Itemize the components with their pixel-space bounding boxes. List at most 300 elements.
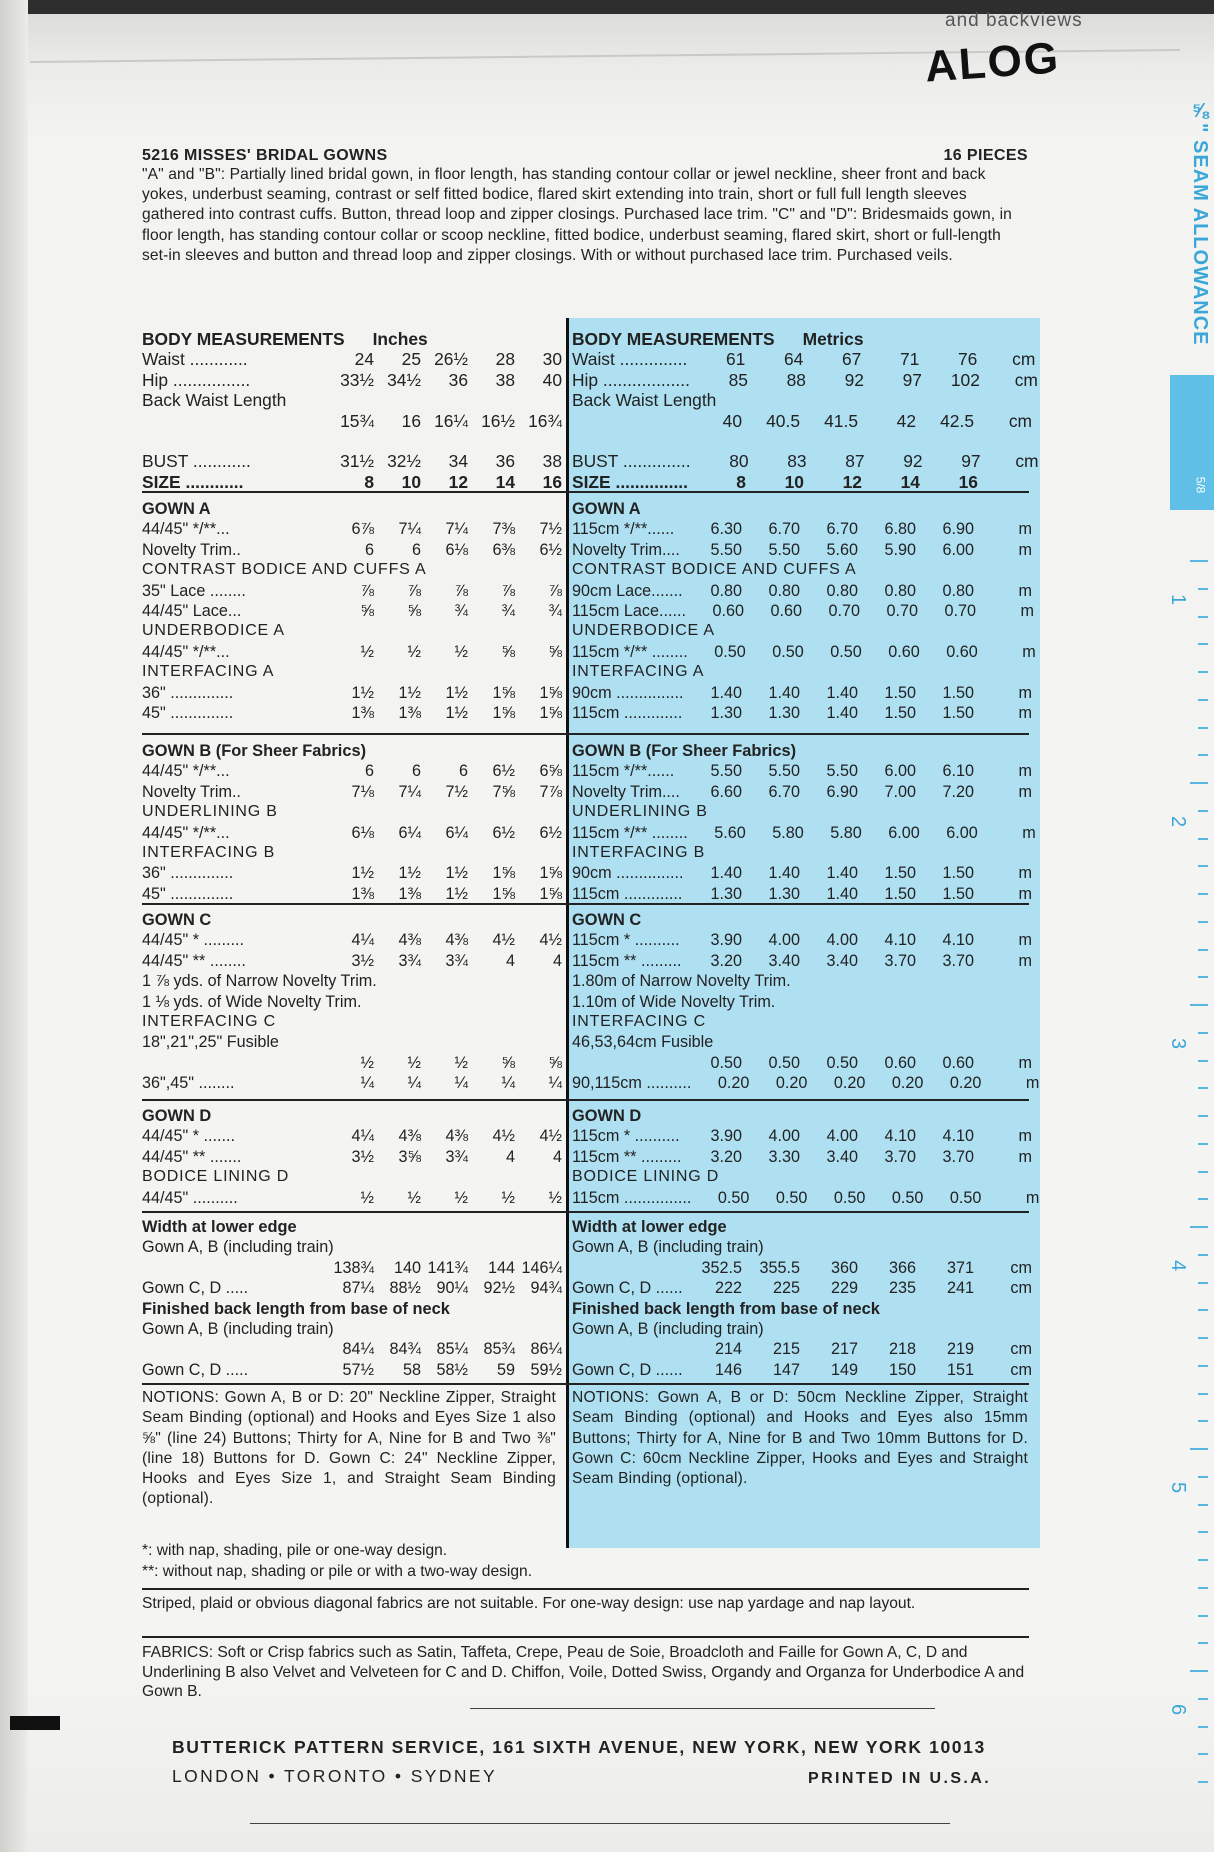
row-value: ½ — [360, 1053, 374, 1072]
row-value: ⅝ — [407, 601, 421, 620]
row-value: 1.40 — [768, 683, 800, 702]
ruler-tick — [1190, 1448, 1208, 1450]
row-value: 4½ — [492, 931, 515, 950]
row-value: 1.40 — [826, 703, 858, 722]
row-value: 5.60 — [826, 540, 858, 559]
row-value: ⅞ — [454, 581, 468, 600]
row-value: ⅝ — [548, 642, 562, 661]
row-values — [327, 930, 562, 950]
row-values — [327, 1278, 562, 1298]
row-label: Novelty Trim.. — [142, 540, 241, 559]
ruler-tick — [1198, 1504, 1208, 1506]
fusible-label: 46,53,64cm Fusible — [572, 1033, 714, 1052]
rows-group — [572, 519, 1032, 560]
section-label: UNDERBODICE A — [142, 622, 285, 640]
row-value: ⅝ — [548, 1053, 562, 1072]
row-value: 149 — [830, 1360, 858, 1379]
ruler-tick — [1198, 1171, 1208, 1173]
measure-row — [142, 349, 562, 369]
row-value: 1.30 — [710, 884, 742, 903]
row-value: 141¾ — [427, 1258, 468, 1277]
row-value: 6 — [364, 762, 374, 781]
row-value: 90¼ — [436, 1279, 468, 1298]
row-unit: m — [1018, 581, 1032, 600]
inches-gown-b — [142, 741, 562, 904]
fabrics-note: FABRICS: Soft or Crisp fabrics such as Satin, Taffeta, Crepe, Peau de Soie, Broadcloth and Faille for Gown A, C, D and Underlining B also Velvet and Velveteen for C and D. Chiffon, Voile, Dotted Swiss, Organdy and Organza for Underbodice A and Gown B. — [142, 1644, 1025, 1700]
ruler-number: 5 — [1167, 1481, 1190, 1494]
row-label: 44/45" */**... — [142, 823, 230, 842]
row-unit: cm — [1010, 1360, 1032, 1379]
ruler-tick — [1198, 1254, 1208, 1256]
row-value: 1.40 — [826, 683, 858, 702]
row-unit: m — [1025, 1074, 1040, 1093]
ruler-tick — [1198, 727, 1208, 729]
row-value: 1.30 — [710, 703, 742, 722]
row-label: 45" .............. — [142, 703, 234, 722]
measure-row — [142, 823, 562, 843]
row-value: 1⅝ — [492, 864, 515, 883]
row-values — [327, 519, 562, 539]
row-value: 0.50 — [833, 1188, 866, 1207]
row-value: 6.70 — [826, 520, 858, 539]
row-values — [327, 349, 562, 369]
row-value: 215 — [772, 1340, 800, 1359]
row-values — [327, 823, 562, 843]
ruler-tick — [1198, 949, 1208, 951]
measure-row — [142, 519, 562, 539]
row-values — [327, 1053, 562, 1073]
divider-line — [142, 1211, 1029, 1213]
row-value: 229 — [830, 1279, 858, 1298]
row-value: 3½ — [351, 951, 374, 970]
row-value: 1⅜ — [398, 884, 421, 903]
row-value: 97 — [902, 369, 922, 390]
row-value: 366 — [888, 1258, 916, 1277]
seam-allowance-box-label: 5/8 — [1193, 476, 1208, 494]
row-value: 0.60 — [946, 642, 978, 661]
measure-row — [142, 761, 562, 781]
row-label: Hip .................. — [572, 369, 690, 390]
row-label: 115cm Lace...... — [572, 601, 686, 620]
row-value: 12 — [842, 471, 862, 492]
fusible-row — [572, 1053, 1032, 1073]
row-values — [686, 601, 1034, 621]
row-values — [684, 519, 1032, 539]
ruler-tick — [1198, 1698, 1208, 1700]
row-value: 151 — [946, 1360, 974, 1379]
measure-row — [142, 884, 562, 904]
measure-row — [142, 1188, 562, 1208]
row-value: 3.40 — [826, 951, 858, 970]
left-black-mark — [10, 1716, 60, 1730]
wide-trim: 1.10m of Wide Novelty Trim. — [572, 992, 776, 1011]
row-values — [684, 930, 1032, 950]
row-value: 42.5 — [940, 410, 974, 431]
row-unit: m — [1018, 1053, 1032, 1072]
ruler-tick — [1198, 1282, 1208, 1284]
row-value: 6¼ — [445, 823, 468, 842]
ruler-tick — [1198, 671, 1208, 673]
row-value: ½ — [454, 1188, 468, 1207]
row-label: SIZE ............... — [572, 471, 688, 492]
row-value: ⅞ — [548, 581, 562, 600]
row-value: 7.20 — [942, 782, 974, 801]
measure-row — [572, 703, 1032, 723]
row-unit: m — [1022, 642, 1036, 661]
row-value: 4 — [505, 951, 515, 970]
section-label: CONTRAST BODICE AND CUFFS A — [142, 561, 427, 579]
row-unit: m — [1018, 782, 1032, 801]
row-label: Waist ............ — [142, 349, 248, 370]
row-value: 6.00 — [888, 823, 920, 842]
row-value: 1.30 — [768, 703, 800, 722]
row-unit: m — [1018, 762, 1032, 781]
row-value: ½ — [360, 642, 374, 661]
row-label: 35" Lace ........ — [142, 581, 246, 600]
row-values — [327, 411, 562, 431]
row-value: 33½ — [340, 369, 374, 390]
row-value: 0.80 — [710, 581, 742, 600]
ruler-tick — [1198, 838, 1208, 840]
row-value: 3¾ — [445, 1147, 468, 1166]
row-label: 44/45" .......... — [142, 1188, 238, 1207]
row-value: 4.10 — [942, 931, 974, 950]
row-values — [688, 472, 1036, 492]
inches-unit: Inches — [372, 329, 428, 349]
gown-d-title: GOWN D — [572, 1107, 642, 1125]
row-label: Novelty Trim.. — [142, 782, 241, 801]
row-value: 8 — [736, 471, 746, 492]
row-label: BUST .............. — [572, 451, 691, 472]
row-value: 16 — [401, 410, 421, 431]
length-ab-row — [572, 1339, 1032, 1359]
row-value: 218 — [888, 1340, 916, 1359]
row-value: 371 — [946, 1258, 974, 1277]
measure-row — [572, 761, 1032, 781]
measure-row — [142, 642, 562, 662]
gown-b-title: GOWN B (For Sheer Fabrics) — [572, 742, 797, 760]
measure-row — [142, 601, 562, 621]
row-value: 6½ — [539, 823, 562, 842]
row-value: 6 — [364, 540, 374, 559]
row-value: 88½ — [389, 1279, 421, 1298]
row-value: 6.00 — [942, 540, 974, 559]
row-value: 5.80 — [830, 823, 862, 842]
row-values — [684, 703, 1032, 723]
row-value: 86¼ — [530, 1340, 562, 1359]
measure-row — [142, 782, 562, 802]
ruler-number: 2 — [1167, 815, 1190, 828]
row-value: 31½ — [340, 451, 374, 472]
row-value: ½ — [501, 1188, 515, 1207]
row-values — [684, 1360, 1032, 1380]
measure-row — [572, 863, 1032, 883]
row-values — [327, 863, 562, 883]
inches-gown-c — [142, 910, 562, 1094]
inches-notions: NOTIONS: Gown A, B or D: 20" Neckline Zipper, Straight Seam Binding (optional) and Hooks and Eyes Size 1 also ⅝" (line 24) Buttons; Thirty for A, Nine for B and Two ⅜" (line 18) Buttons for D. Gown C: 24" Neckline Zipper, Hooks and Eyes Size 1, and Straight Seam Binding (optional). — [142, 1389, 556, 1508]
row-value: 14 — [495, 471, 515, 492]
measure-row — [142, 951, 562, 971]
row-unit — [978, 472, 1036, 492]
row-value: 1⅝ — [539, 703, 562, 722]
rows-group — [572, 1188, 1040, 1208]
measure-row — [572, 642, 1036, 662]
row-value: 6 — [458, 762, 468, 781]
row-value: 1⅝ — [539, 884, 562, 903]
row-value: 7⅞ — [539, 782, 562, 801]
row-value: 41.5 — [824, 410, 858, 431]
row-value: ¼ — [501, 1074, 515, 1093]
pattern-description: "A" and "B": Partially lined bridal gown, in floor length, has standing contour collar or jewel neckline, sheer front and back yokes, underbust seaming, contrast or self fitted bodice, flared skirt extending into train, short or full full length sleeves gathered into contrast cuffs. Button, thread loop and zipper closings. Purchased lace trim. "C" and "D": Bridesmaids gown, in floor length, has standing contour collar or scoop neckline, fitted bodice, underbust seaming, flared skirt, short or full-length set-in sleeves and button and thread loop and zipper closings. With or without purchased lace trim. Purchased veils. — [142, 166, 1012, 264]
row-values — [684, 951, 1032, 971]
row-label: 115cm ** ......... — [572, 951, 682, 970]
rule-line — [470, 1708, 935, 1709]
row-value: 34½ — [387, 369, 421, 390]
measure-row — [572, 951, 1032, 971]
row-unit: m — [1018, 683, 1032, 702]
row-value: ½ — [454, 1053, 468, 1072]
row-value: 7⅛ — [351, 782, 374, 801]
measure-row — [142, 540, 562, 560]
row-values — [327, 951, 562, 971]
narrow-trim: 1.80m of Narrow Novelty Trim. — [572, 972, 791, 991]
row-label: 115cm */**...... — [572, 762, 675, 781]
row-value: 219 — [946, 1340, 974, 1359]
row-value: 0.60 — [770, 601, 802, 620]
row-value: 0.50 — [775, 1188, 808, 1207]
row-values — [327, 1147, 562, 1167]
row-values — [327, 451, 562, 471]
row-unit: cm — [1010, 1258, 1032, 1277]
row-values — [684, 884, 1032, 904]
metric-title: BODY MEASUREMENTS — [572, 329, 775, 349]
row-value: 92 — [903, 451, 923, 472]
row-values — [688, 642, 1036, 662]
row-value: 85¾ — [483, 1340, 515, 1359]
row-values — [691, 1188, 1039, 1208]
row-value: 1½ — [351, 864, 374, 883]
row-label: 115cm */**...... — [572, 520, 675, 539]
row-label: 44/45" */**... — [142, 642, 230, 661]
row-value: 6.70 — [768, 520, 800, 539]
row-values — [327, 370, 562, 390]
row-values — [684, 683, 1032, 703]
row-value: 80 — [729, 451, 749, 472]
metric-unit: Metrics — [802, 329, 864, 349]
row-value: 6.60 — [710, 782, 742, 801]
row-value: 3¾ — [445, 951, 468, 970]
length-cd-row — [572, 1360, 1032, 1380]
row-value: 6⅜ — [492, 540, 515, 559]
row-value: 1½ — [445, 864, 468, 883]
row-value: 4¼ — [351, 1127, 374, 1146]
measure-row — [572, 519, 1032, 539]
metric-gown-a — [572, 499, 1036, 723]
rows-group — [142, 930, 562, 971]
row-value: 4.10 — [884, 931, 916, 950]
row-value: 4¼ — [351, 931, 374, 950]
row-value: ⅞ — [501, 581, 515, 600]
width-ab-label: Gown A, B (including train) — [142, 1238, 334, 1257]
row-value: 0.80 — [942, 581, 974, 600]
row-label: SIZE ............ — [142, 471, 244, 492]
row-value: 4.10 — [942, 1127, 974, 1146]
row-value: ⅝ — [501, 1053, 515, 1072]
row-value: 10 — [401, 471, 421, 492]
row-label: 36" .............. — [142, 864, 234, 883]
row-value: 6⅞ — [351, 520, 374, 539]
row-unit: m — [1018, 884, 1032, 903]
back-waist-label: Back Waist Length — [572, 390, 717, 411]
row-label: 90cm ............... — [572, 683, 684, 702]
row-value: 1.50 — [942, 703, 974, 722]
row-value: 10 — [784, 471, 804, 492]
row-value: 360 — [830, 1258, 858, 1277]
row-values — [327, 1360, 562, 1380]
row-value: 150 — [888, 1360, 916, 1379]
row-value: ½ — [407, 1188, 421, 1207]
row-value: 57½ — [342, 1360, 374, 1379]
row-value: 7½ — [539, 520, 562, 539]
row-values — [327, 1258, 562, 1278]
wide-trim: 1 ⅛ yds. of Wide Novelty Trim. — [142, 992, 362, 1011]
row-label: Hip ................ — [142, 369, 251, 390]
row-value: 0.50 — [830, 642, 862, 661]
row-unit: m — [1018, 1127, 1032, 1146]
rule-line — [250, 1823, 950, 1824]
row-value: 0.50 — [710, 1053, 742, 1072]
row-value: 5.80 — [772, 823, 804, 842]
row-values — [327, 761, 562, 781]
row-value: 6½ — [492, 762, 515, 781]
row-unit: m — [1018, 540, 1032, 559]
row-value: 1.40 — [710, 864, 742, 883]
pattern-title: 5216 MISSES' BRIDAL GOWNS — [142, 147, 388, 164]
footnote-with-nap: *: with nap, shading, pile or one-way design. — [142, 1542, 448, 1559]
row-value: 1⅜ — [351, 884, 374, 903]
rows-group — [142, 683, 562, 724]
section-label: UNDERBODICE A — [572, 622, 715, 640]
row-values — [327, 1126, 562, 1146]
measure-row — [572, 1147, 1032, 1167]
row-values — [684, 1126, 1032, 1146]
ruler-tick — [1198, 865, 1208, 867]
row-value: 225 — [772, 1279, 800, 1298]
row-value: 0.70 — [828, 601, 860, 620]
row-unit: cm — [1014, 369, 1038, 390]
row-label: Gown C, D ..... — [142, 1279, 249, 1298]
divider-line — [142, 1636, 1029, 1638]
row-value: 64 — [783, 349, 804, 370]
row-value: 25 — [401, 349, 421, 370]
row-label: 44/45" ** ........ — [142, 951, 246, 970]
section-label: INTERFACING C — [142, 1012, 276, 1030]
row-value: 67 — [841, 349, 862, 370]
row-value: 1⅝ — [492, 884, 515, 903]
gown-a-title: GOWN A — [572, 500, 641, 518]
spacer — [142, 431, 562, 451]
ruler-tick — [1198, 1642, 1208, 1644]
row-value: ¼ — [548, 1074, 562, 1093]
row-unit: m — [1022, 823, 1036, 842]
row-value: 146 — [714, 1360, 742, 1379]
ruler-tick — [1198, 616, 1208, 618]
row-value: 58½ — [436, 1360, 468, 1379]
ruler-tick — [1198, 1060, 1208, 1062]
row-value: 6.90 — [826, 782, 858, 801]
measure-row — [572, 884, 1032, 904]
row-value: 4½ — [492, 1127, 515, 1146]
row-value: 138¾ — [333, 1258, 374, 1277]
row-value: 76 — [957, 349, 978, 370]
row-value: 61 — [725, 349, 746, 370]
catalog-label: and backviews — [945, 10, 1083, 31]
fusible-label: 18",21",25" Fusible — [142, 1033, 279, 1052]
metric-notions: NOTIONS: Gown A, B or D: 50cm Neckline Zipper, Straight Seam Binding (optional) and Hooks and Eyes also 15mm Buttons; Thirty for A, Nine for B and Two 10mm Buttons for D. Gown C: 60cm Neckline Zipper, Hooks and Eyes and Straight Seam Binding (optional). — [572, 1389, 1028, 1488]
row-value: ½ — [548, 1188, 562, 1207]
section-label: UNDERLINING B — [572, 803, 708, 821]
row-value: ⅞ — [360, 581, 374, 600]
rows-group — [572, 761, 1032, 802]
row-value: 4.10 — [884, 1127, 916, 1146]
row-value: 6 — [411, 762, 421, 781]
row-label: Gown C, D ...... — [572, 1360, 683, 1379]
row-value: 102 — [950, 369, 980, 390]
row-value: 0.70 — [886, 601, 918, 620]
row-value: ½ — [407, 1053, 421, 1072]
row-value: 222 — [714, 1279, 742, 1298]
row-values — [690, 370, 1038, 390]
measure-row — [572, 411, 1032, 431]
envelope-left-edge — [0, 0, 28, 1852]
row-value: ¼ — [407, 1074, 421, 1093]
row-label: 115cm */** ........ — [572, 823, 688, 842]
row-value: 3¾ — [398, 951, 421, 970]
row-values — [684, 411, 1032, 431]
divider-line — [142, 1383, 1029, 1385]
row-value: 6 — [411, 540, 421, 559]
row-unit: m — [1020, 601, 1034, 620]
ruler-tick — [1198, 921, 1208, 923]
measure-row — [572, 930, 1032, 950]
rows-group — [572, 581, 1032, 622]
row-value: 1.50 — [942, 884, 974, 903]
section-label: INTERFACING C — [572, 1012, 706, 1030]
row-value: 16 — [958, 471, 978, 492]
row-value: 3.70 — [884, 951, 916, 970]
row-label: Gown C, D ..... — [142, 1360, 249, 1379]
ruler-tick — [1198, 1032, 1208, 1034]
measure-row — [142, 863, 562, 883]
row-values — [684, 1278, 1032, 1298]
section-label: UNDERLINING B — [142, 803, 278, 821]
row-value: 94¾ — [530, 1279, 562, 1298]
row-value: 355.5 — [759, 1258, 800, 1277]
row-value: 0.60 — [888, 642, 920, 661]
row-values — [691, 451, 1039, 471]
row-value: 84¾ — [389, 1340, 421, 1359]
row-values — [327, 683, 562, 703]
row-value: 4⅜ — [445, 1127, 468, 1146]
row-value: 40.5 — [766, 410, 800, 431]
length-ab-label: Gown A, B (including train) — [572, 1319, 764, 1338]
row-value: 59½ — [530, 1360, 562, 1379]
row-label: 45" .............. — [142, 884, 234, 903]
row-value: ¼ — [454, 1074, 468, 1093]
row-value: 0.50 — [717, 1188, 750, 1207]
row-values — [327, 581, 562, 601]
striped-note: Striped, plaid or obvious diagonal fabrics are not suitable. For one-way design: use nap yardage and nap layout. — [142, 1595, 916, 1612]
